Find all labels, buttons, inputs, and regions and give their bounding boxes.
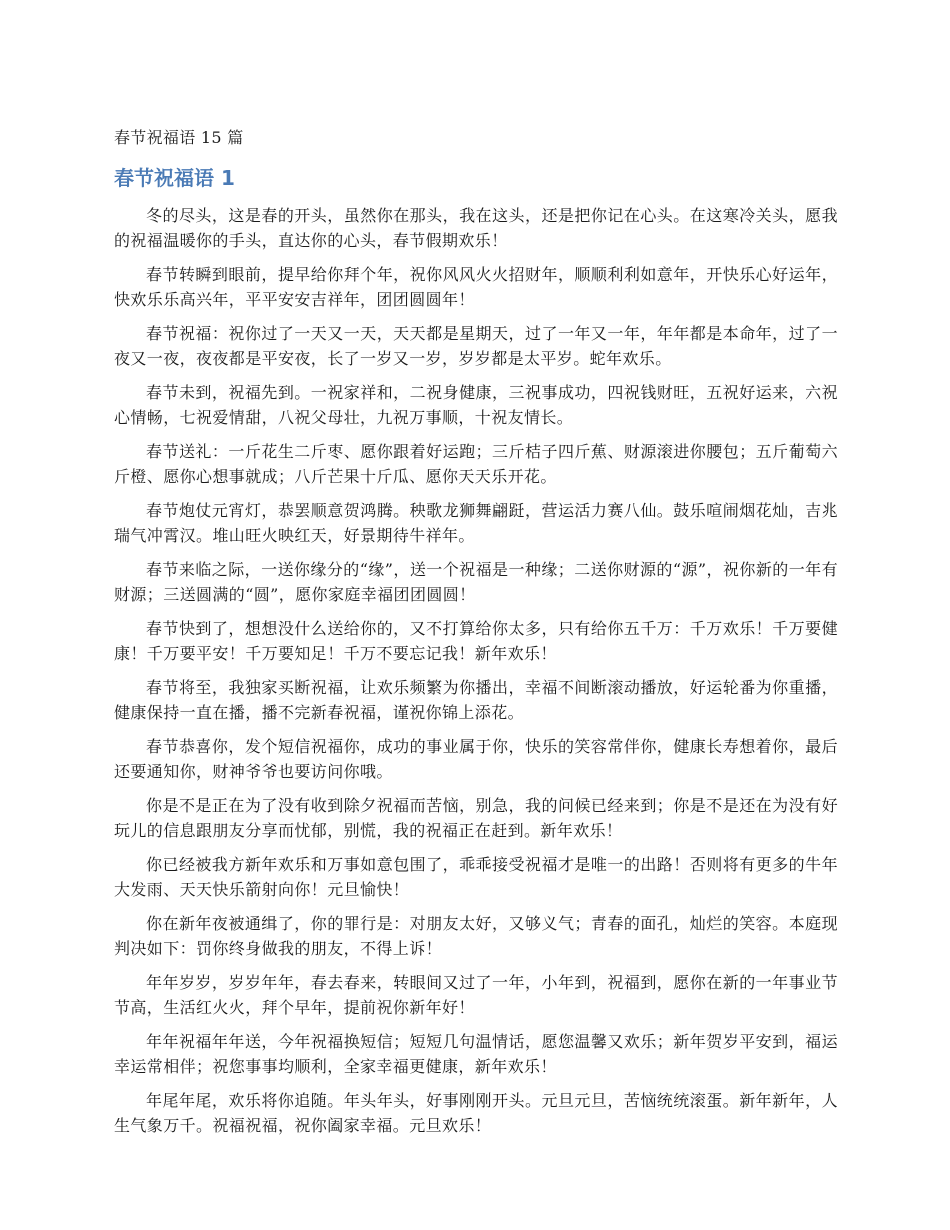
paragraph: 春节炮仗元宵灯，恭罢顺意贺鸿腾。秧歌龙狮舞翩跹，营运活力赛八仙。鼓乐喧闹烟花灿，吉兆瑞气冲霄汉。堆山旺火映红天，好景期待牛祥年。: [114, 501, 838, 545]
paragraph: 春节快到了，想想没什么送给你的，又不打算给你太多，只有给你五千万：千万欢乐！千万要健康！千万要平安！千万要知足！千万不要忘记我！新年欢乐！: [114, 619, 838, 663]
paragraph: 冬的尽头，这是春的开头，虽然你在那头，我在这头，还是把你记在心头。在这寒冷关头，愿我的祝福温暖你的手头，直达你的心头，春节假期欢乐！: [114, 206, 838, 250]
paragraph: 年尾年尾，欢乐将你追随。年头年头，好事刚刚开头。元旦元旦，苦恼统统滚蛋。新年新年，人生气象万千。祝福祝福，祝你阖家幸福。元旦欢乐！: [114, 1091, 838, 1135]
paragraph: 你在新年夜被通缉了，你的罪行是：对朋友太好，又够义气；青春的面孔，灿烂的笑容。本庭现判决如下：罚你终身做我的朋友，不得上诉！: [114, 914, 838, 958]
paragraph: 年年岁岁，岁岁年年，春去春来，转眼间又过了一年，小年到，祝福到，愿你在新的一年事业节节高，生活红火火，拜个早年，提前祝你新年好！: [114, 973, 838, 1017]
paragraph: 春节将至，我独家买断祝福，让欢乐频繁为你播出，幸福不间断滚动播放，好运轮番为你重播，健康保持一直在播，播不完新春祝福，谨祝你锦上添花。: [114, 678, 838, 722]
document-title: 春节祝福语 15 篇: [114, 128, 244, 147]
paragraph: 春节恭喜你，发个短信祝福你，成功的事业属于你，快乐的笑容常伴你，健康长寿想着你，最后还要通知你，财神爷爷也要访问你哦。: [114, 737, 838, 781]
document-page: [114, 124, 838, 1148]
section-heading: 春节祝福语 1: [114, 166, 235, 190]
paragraph: 你已经被我方新年欢乐和万事如意包围了，乖乖接受祝福才是唯一的出路！否则将有更多的牛年大发雨、天天快乐箭射向你！元旦愉快！: [114, 855, 838, 899]
paragraph-list: [114, 204, 838, 1138]
paragraph: 春节转瞬到眼前，提早给你拜个年，祝你风风火火招财年，顺顺利利如意年，开快乐心好运年，快欢乐乐高兴年，平平安安吉祥年，团团圆圆年！: [114, 265, 838, 309]
paragraph: 你是不是正在为了没有收到除夕祝福而苦恼，别急，我的问候已经来到；你是不是还在为没有好玩儿的信息跟朋友分享而忧郁，别慌，我的祝福正在赶到。新年欢乐！: [114, 796, 838, 840]
paragraph: 春节未到，祝福先到。一祝家祥和，二祝身健康，三祝事成功，四祝钱财旺，五祝好运来，六祝心情畅，七祝爱情甜，八祝父母壮，九祝万事顺，十祝友情长。: [114, 383, 838, 427]
paragraph: 年年祝福年年送，今年祝福换短信；短短几句温情话，愿您温馨又欢乐；新年贺岁平安到，福运幸运常相伴；祝您事事均顺利，全家幸福更健康，新年欢乐！: [114, 1032, 838, 1076]
paragraph: 春节祝福：祝你过了一天又一天，天天都是星期天，过了一年又一年，年年都是本命年，过了一夜又一夜，夜夜都是平安夜，长了一岁又一岁，岁岁都是太平岁。蛇年欢乐。: [114, 324, 838, 368]
paragraph: 春节送礼：一斤花生二斤枣、愿你跟着好运跑；三斤桔子四斤蕉、财源滚进你腰包；五斤葡萄六斤橙、愿你心想事就成；八斤芒果十斤瓜、愿你天天乐开花。: [114, 442, 838, 486]
paragraph: 春节来临之际，一送你缘分的“缘”，送一个祝福是一种缘；二送你财源的“源”，祝你新的一年有财源；三送圆满的“圆”，愿你家庭幸福团团圆圆！: [114, 560, 838, 604]
